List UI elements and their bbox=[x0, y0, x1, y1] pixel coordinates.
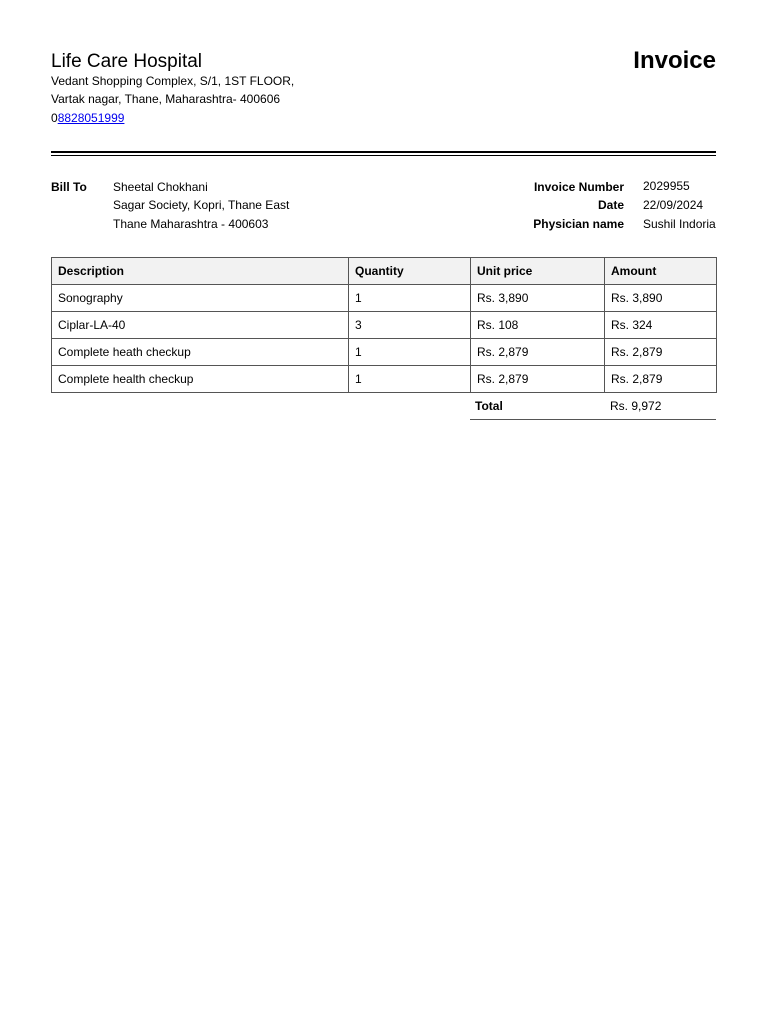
table-row bbox=[52, 339, 717, 366]
table-row bbox=[52, 285, 717, 312]
cell-description: Sonography bbox=[52, 285, 349, 312]
patient-address-line-1: Sagar Society, Kopri, Thane East bbox=[113, 198, 290, 212]
hospital-address-line-1: Vedant Shopping Complex, S/1, 1ST FLOOR, bbox=[51, 74, 295, 88]
invoice-items-table bbox=[51, 257, 717, 393]
column-header-quantity: Quantity bbox=[349, 258, 471, 285]
cell-quantity: 1 bbox=[349, 339, 471, 366]
cell-quantity: 3 bbox=[349, 312, 471, 339]
cell-amount: Rs. 2,879 bbox=[605, 339, 717, 366]
physician-value: Sushil Indoria bbox=[643, 217, 716, 231]
invoice-title: Invoice bbox=[633, 47, 716, 74]
invoice-number-label: Invoice Number bbox=[533, 180, 624, 194]
total-value: Rs. 9,972 bbox=[610, 399, 662, 413]
cell-quantity: 1 bbox=[349, 366, 471, 393]
date-label: Date bbox=[597, 198, 624, 212]
phone-link[interactable]: 8828051999 bbox=[57, 111, 125, 125]
cell-amount: Rs. 2,879 bbox=[605, 366, 717, 393]
patient-name: Sheetal Chokhani bbox=[113, 180, 208, 194]
total-label: Total bbox=[475, 399, 503, 413]
cell-description: Complete heath checkup bbox=[52, 339, 349, 366]
cell-amount: Rs. 3,890 bbox=[605, 285, 717, 312]
cell-unit-price: Rs. 2,879 bbox=[471, 366, 605, 393]
cell-description: Ciplar-LA-40 bbox=[52, 312, 349, 339]
bill-to-label: Bill To bbox=[51, 180, 87, 194]
cell-amount: Rs. 324 bbox=[605, 312, 717, 339]
cell-quantity: 1 bbox=[349, 285, 471, 312]
table-row bbox=[52, 366, 717, 393]
date-value: 22/09/2024 bbox=[643, 198, 704, 212]
cell-unit-price: Rs. 108 bbox=[471, 312, 605, 339]
header-divider-thick bbox=[51, 151, 716, 153]
cell-description: Complete health checkup bbox=[52, 366, 349, 393]
cell-unit-price: Rs. 3,890 bbox=[471, 285, 605, 312]
table-header-row bbox=[52, 258, 717, 285]
invoice-number-value: 2029955 bbox=[643, 179, 690, 193]
header-divider-thin bbox=[51, 155, 716, 156]
hospital-phone-line bbox=[51, 111, 124, 125]
physician-label: Physician name bbox=[533, 217, 624, 231]
patient-address-line-2: Thane Maharashtra - 400603 bbox=[113, 217, 269, 231]
total-underline bbox=[470, 419, 716, 420]
hospital-name: Life Care Hospital bbox=[51, 51, 203, 72]
phone-prefix: 0 bbox=[51, 111, 58, 125]
cell-unit-price: Rs. 2,879 bbox=[471, 339, 605, 366]
column-header-description: Description bbox=[52, 258, 349, 285]
column-header-amount: Amount bbox=[605, 258, 717, 285]
column-header-unit-price: Unit price bbox=[471, 258, 605, 285]
table-row bbox=[52, 312, 717, 339]
hospital-address-line-2: Vartak nagar, Thane, Maharashtra- 400606 bbox=[51, 92, 281, 106]
